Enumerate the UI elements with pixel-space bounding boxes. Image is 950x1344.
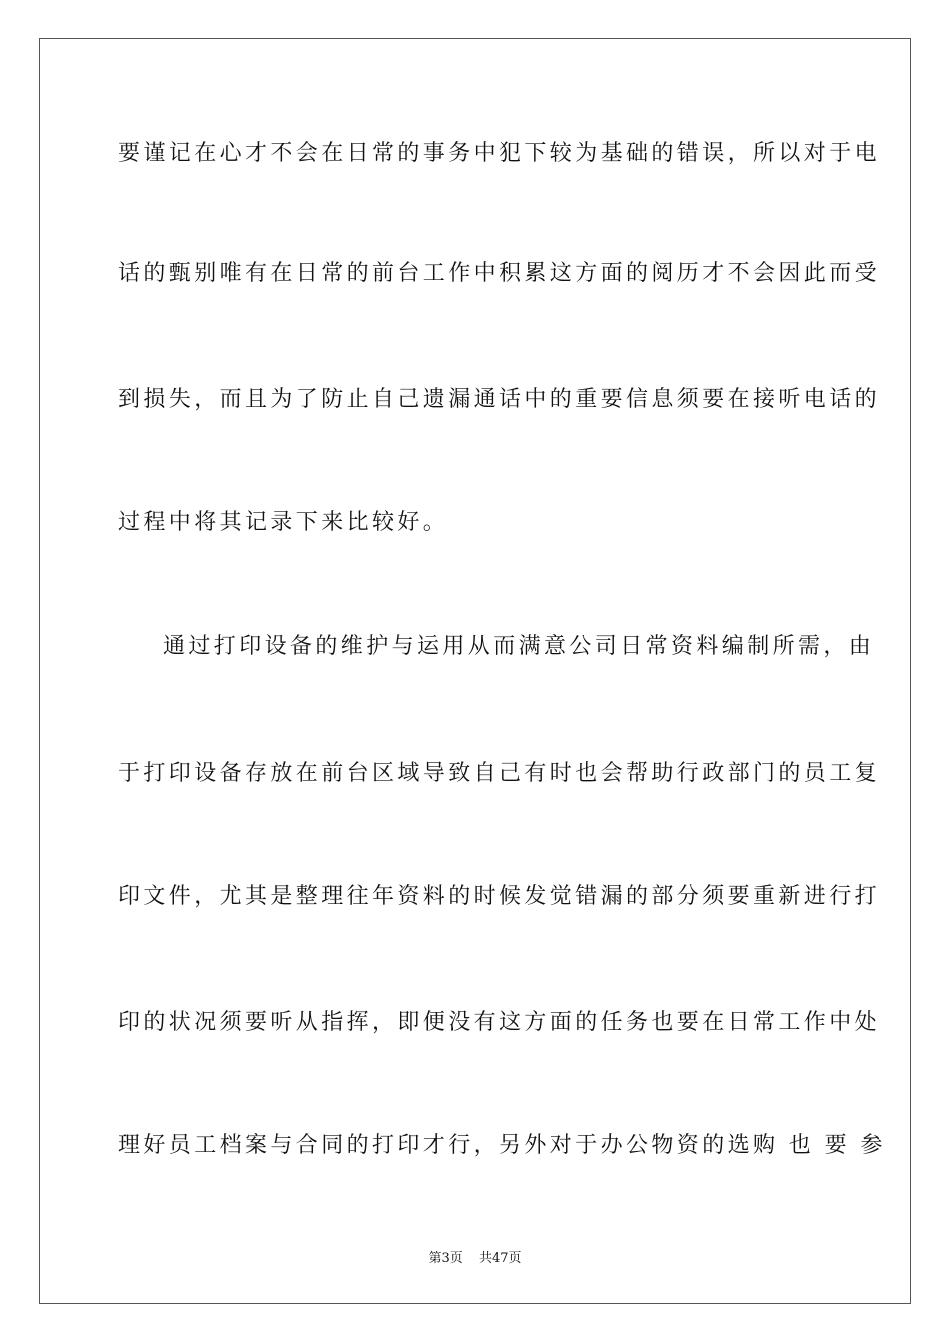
page-footer	[0, 1247, 950, 1266]
page-number: 第3页	[428, 1251, 463, 1266]
total-pages: 共47页	[478, 1251, 522, 1266]
body-text-line: 话的甄别唯有在日常的前台工作中积累这方面的阅历才不会因此而受	[118, 261, 881, 286]
body-text-line: 过程中将其记录下来比较好。	[118, 510, 449, 535]
body-text-line: 要谨记在心才不会在日常的事务中犯下较为基础的错误，所以对于电	[118, 141, 881, 166]
body-text-line: 于打印设备存放在前台区域导致自己有时也会帮助行政部门的员工复	[118, 761, 881, 786]
body-text-line: 印的状况须要听从指挥，即便没有这方面的任务也要在日常工作中处	[118, 1010, 881, 1035]
body-text-line: 到损失，而且为了防止自己遗漏通话中的重要信息须要在接听电话的	[118, 387, 881, 412]
page-border	[39, 38, 911, 1304]
body-text-line: 印文件，尤其是整理往年资料的时候发觉错漏的部分须要重新进行打	[118, 884, 881, 909]
paragraph-start-line: 通过打印设备的维护与运用从而满意公司日常资料编制所需，由	[163, 634, 875, 659]
body-text-line: 理好员工档案与合同的打印才行，另外对于办公物资的选购 也 要 参	[118, 1133, 886, 1158]
